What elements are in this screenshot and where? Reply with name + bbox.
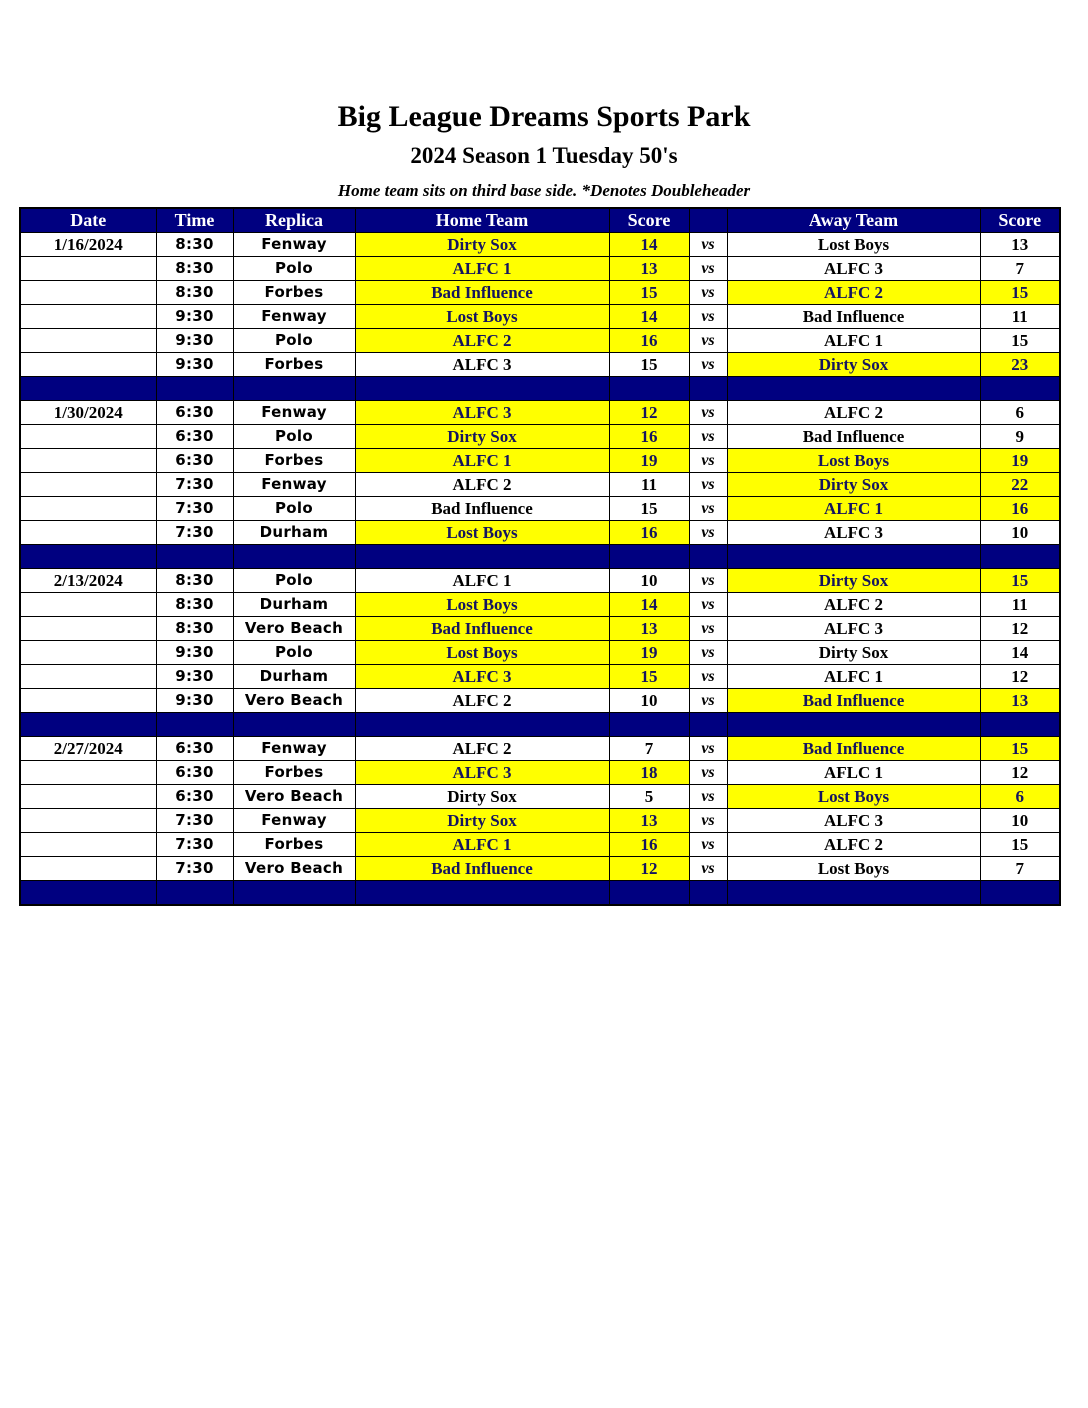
home-score-cell: 15 (609, 665, 689, 689)
table-row (20, 473, 1060, 497)
column-header-replica: Replica (233, 208, 355, 233)
vs-label: vs (689, 593, 727, 617)
table-row (20, 665, 1060, 689)
away-team-cell: Lost Boys (727, 233, 980, 257)
table-row (20, 521, 1060, 545)
table-row (20, 281, 1060, 305)
home-score-cell: 7 (609, 737, 689, 761)
separator-cell (20, 377, 156, 401)
date-cell (20, 473, 156, 497)
time-cell: 9:30 (156, 329, 233, 353)
away-team-cell: AFLC 1 (727, 761, 980, 785)
schedule-table (19, 207, 1061, 906)
date-cell (20, 689, 156, 713)
away-score-cell: 15 (980, 329, 1060, 353)
time-cell: 6:30 (156, 449, 233, 473)
date-cell (20, 521, 156, 545)
home-team-cell: ALFC 2 (355, 737, 609, 761)
vs-label: vs (689, 353, 727, 377)
separator-cell (233, 377, 355, 401)
away-score-cell: 13 (980, 233, 1060, 257)
away-team-cell: ALFC 1 (727, 497, 980, 521)
replica-cell: Forbes (233, 353, 355, 377)
date-cell (20, 665, 156, 689)
table-row (20, 689, 1060, 713)
schedule-note: Home team sits on third base side. *Denotes Doubleheader (337, 181, 751, 200)
vs-label: vs (689, 233, 727, 257)
home-team-cell: Dirty Sox (355, 809, 609, 833)
home-score-cell: 12 (609, 401, 689, 425)
home-score-cell: 14 (609, 233, 689, 257)
away-score-cell: 6 (980, 785, 1060, 809)
vs-label: vs (689, 497, 727, 521)
away-score-cell: 7 (980, 857, 1060, 881)
replica-cell: Fenway (233, 809, 355, 833)
time-cell: 6:30 (156, 737, 233, 761)
away-score-cell: 23 (980, 353, 1060, 377)
column-header-time: Time (156, 208, 233, 233)
separator-cell (689, 713, 727, 737)
time-cell: 9:30 (156, 353, 233, 377)
table-row (20, 233, 1060, 257)
home-team-cell: ALFC 2 (355, 329, 609, 353)
home-score-cell: 15 (609, 497, 689, 521)
vs-label: vs (689, 785, 727, 809)
date-cell: 2/13/2024 (20, 569, 156, 593)
away-team-cell: ALFC 2 (727, 401, 980, 425)
away-score-cell: 7 (980, 257, 1060, 281)
table-row (20, 449, 1060, 473)
table-row (20, 737, 1060, 761)
separator-cell (609, 881, 689, 906)
date-cell (20, 641, 156, 665)
home-score-cell: 15 (609, 281, 689, 305)
separator-cell (980, 881, 1060, 906)
table-row (20, 641, 1060, 665)
away-score-cell: 19 (980, 449, 1060, 473)
home-score-cell: 16 (609, 329, 689, 353)
home-team-cell: Lost Boys (355, 305, 609, 329)
separator-cell (20, 881, 156, 906)
replica-cell: Polo (233, 497, 355, 521)
home-team-cell: ALFC 3 (355, 761, 609, 785)
away-team-cell: Lost Boys (727, 785, 980, 809)
home-score-cell: 13 (609, 257, 689, 281)
time-cell: 7:30 (156, 521, 233, 545)
table-row (20, 401, 1060, 425)
away-team-cell: ALFC 1 (727, 665, 980, 689)
vs-label: vs (689, 857, 727, 881)
replica-cell: Fenway (233, 737, 355, 761)
away-score-cell: 11 (980, 305, 1060, 329)
separator-cell (156, 881, 233, 906)
date-cell (20, 257, 156, 281)
away-score-cell: 10 (980, 809, 1060, 833)
replica-cell: Polo (233, 569, 355, 593)
separator-cell (609, 713, 689, 737)
home-team-cell: ALFC 3 (355, 665, 609, 689)
home-team-cell: Bad Influence (355, 281, 609, 305)
separator-cell (727, 545, 980, 569)
separator-cell (980, 713, 1060, 737)
home-team-cell: ALFC 3 (355, 401, 609, 425)
away-team-cell: Lost Boys (727, 449, 980, 473)
away-score-cell: 14 (980, 641, 1060, 665)
separator-cell (689, 881, 727, 906)
vs-label: vs (689, 569, 727, 593)
vs-label: vs (689, 473, 727, 497)
vs-label: vs (689, 617, 727, 641)
vs-label: vs (689, 329, 727, 353)
vs-label: vs (689, 449, 727, 473)
date-cell (20, 425, 156, 449)
vs-label: vs (689, 665, 727, 689)
home-score-cell: 13 (609, 809, 689, 833)
home-team-cell: Bad Influence (355, 497, 609, 521)
date-cell (20, 593, 156, 617)
replica-cell: Polo (233, 425, 355, 449)
separator-cell (20, 545, 156, 569)
replica-cell: Durham (233, 593, 355, 617)
vs-label: vs (689, 737, 727, 761)
vs-label: vs (689, 521, 727, 545)
away-team-cell: Dirty Sox (727, 569, 980, 593)
date-cell (20, 857, 156, 881)
page-subtitle: 2024 Season 1 Tuesday 50's (410, 143, 678, 168)
time-cell: 9:30 (156, 665, 233, 689)
away-score-cell: 12 (980, 761, 1060, 785)
vs-label: vs (689, 761, 727, 785)
away-score-cell: 12 (980, 617, 1060, 641)
column-header-date: Date (20, 208, 156, 233)
vs-label: vs (689, 281, 727, 305)
date-cell (20, 497, 156, 521)
time-cell: 9:30 (156, 641, 233, 665)
home-team-cell: ALFC 2 (355, 473, 609, 497)
separator-cell (980, 377, 1060, 401)
date-cell: 2/27/2024 (20, 737, 156, 761)
time-cell: 9:30 (156, 689, 233, 713)
week-separator-row (20, 881, 1060, 906)
replica-cell: Vero Beach (233, 857, 355, 881)
separator-cell (727, 713, 980, 737)
home-team-cell: Dirty Sox (355, 425, 609, 449)
separator-cell (727, 881, 980, 906)
separator-cell (20, 713, 156, 737)
table-row (20, 257, 1060, 281)
home-score-cell: 5 (609, 785, 689, 809)
home-score-cell: 14 (609, 593, 689, 617)
time-cell: 7:30 (156, 473, 233, 497)
replica-cell: Vero Beach (233, 785, 355, 809)
time-cell: 7:30 (156, 833, 233, 857)
vs-label: vs (689, 425, 727, 449)
replica-cell: Polo (233, 257, 355, 281)
replica-cell: Forbes (233, 833, 355, 857)
away-team-cell: Dirty Sox (727, 353, 980, 377)
table-row (20, 761, 1060, 785)
table-row (20, 425, 1060, 449)
column-header-home-team: Home Team (355, 208, 609, 233)
away-score-cell: 12 (980, 665, 1060, 689)
away-score-cell: 13 (980, 689, 1060, 713)
home-score-cell: 10 (609, 689, 689, 713)
home-score-cell: 12 (609, 857, 689, 881)
home-team-cell: ALFC 2 (355, 689, 609, 713)
away-team-cell: Lost Boys (727, 857, 980, 881)
replica-cell: Vero Beach (233, 617, 355, 641)
separator-cell (233, 713, 355, 737)
replica-cell: Forbes (233, 761, 355, 785)
table-row (20, 569, 1060, 593)
separator-cell (355, 545, 609, 569)
date-cell (20, 785, 156, 809)
home-score-cell: 19 (609, 449, 689, 473)
replica-cell: Polo (233, 329, 355, 353)
separator-cell (355, 377, 609, 401)
home-team-cell: Lost Boys (355, 593, 609, 617)
replica-cell: Forbes (233, 449, 355, 473)
home-team-cell: ALFC 1 (355, 449, 609, 473)
date-cell (20, 353, 156, 377)
home-score-cell: 18 (609, 761, 689, 785)
separator-cell (609, 545, 689, 569)
date-cell (20, 833, 156, 857)
column-header-away-score: Score (980, 208, 1060, 233)
replica-cell: Durham (233, 521, 355, 545)
separator-cell (689, 377, 727, 401)
date-cell (20, 449, 156, 473)
home-score-cell: 19 (609, 641, 689, 665)
separator-cell (156, 713, 233, 737)
vs-label: vs (689, 257, 727, 281)
time-cell: 8:30 (156, 233, 233, 257)
vs-label: vs (689, 305, 727, 329)
time-cell: 8:30 (156, 281, 233, 305)
replica-cell: Fenway (233, 473, 355, 497)
away-team-cell: ALFC 2 (727, 833, 980, 857)
time-cell: 8:30 (156, 617, 233, 641)
away-score-cell: 11 (980, 593, 1060, 617)
column-header-vs (689, 208, 727, 233)
away-team-cell: Bad Influence (727, 737, 980, 761)
home-score-cell: 11 (609, 473, 689, 497)
time-cell: 7:30 (156, 497, 233, 521)
week-separator-row (20, 545, 1060, 569)
home-score-cell: 13 (609, 617, 689, 641)
time-cell: 6:30 (156, 785, 233, 809)
replica-cell: Forbes (233, 281, 355, 305)
table-row (20, 785, 1060, 809)
away-score-cell: 15 (980, 281, 1060, 305)
time-cell: 8:30 (156, 593, 233, 617)
separator-cell (233, 881, 355, 906)
home-team-cell: Lost Boys (355, 641, 609, 665)
column-header-away-team: Away Team (727, 208, 980, 233)
date-cell (20, 281, 156, 305)
home-score-cell: 14 (609, 305, 689, 329)
home-score-cell: 16 (609, 521, 689, 545)
home-team-cell: ALFC 3 (355, 353, 609, 377)
vs-label: vs (689, 641, 727, 665)
date-cell: 1/16/2024 (20, 233, 156, 257)
time-cell: 8:30 (156, 257, 233, 281)
vs-label: vs (689, 689, 727, 713)
away-team-cell: Bad Influence (727, 689, 980, 713)
date-cell (20, 329, 156, 353)
separator-cell (609, 377, 689, 401)
home-score-cell: 16 (609, 425, 689, 449)
home-team-cell: Lost Boys (355, 521, 609, 545)
away-team-cell: ALFC 1 (727, 329, 980, 353)
time-cell: 7:30 (156, 857, 233, 881)
away-score-cell: 15 (980, 569, 1060, 593)
home-score-cell: 16 (609, 833, 689, 857)
time-cell: 8:30 (156, 569, 233, 593)
away-score-cell: 15 (980, 833, 1060, 857)
away-score-cell: 9 (980, 425, 1060, 449)
away-team-cell: Bad Influence (727, 305, 980, 329)
separator-cell (156, 377, 233, 401)
time-cell: 6:30 (156, 401, 233, 425)
away-team-cell: ALFC 2 (727, 281, 980, 305)
home-team-cell: ALFC 1 (355, 569, 609, 593)
table-row (20, 329, 1060, 353)
table-row (20, 857, 1060, 881)
table-row (20, 593, 1060, 617)
date-cell (20, 761, 156, 785)
time-cell: 6:30 (156, 761, 233, 785)
time-cell: 9:30 (156, 305, 233, 329)
week-separator-row (20, 713, 1060, 737)
separator-cell (355, 881, 609, 906)
home-score-cell: 15 (609, 353, 689, 377)
separator-cell (233, 545, 355, 569)
replica-cell: Fenway (233, 401, 355, 425)
away-team-cell: ALFC 2 (727, 593, 980, 617)
time-cell: 7:30 (156, 809, 233, 833)
away-score-cell: 10 (980, 521, 1060, 545)
home-team-cell: Bad Influence (355, 857, 609, 881)
home-team-cell: Dirty Sox (355, 785, 609, 809)
away-team-cell: Dirty Sox (727, 641, 980, 665)
replica-cell: Fenway (233, 305, 355, 329)
separator-cell (355, 713, 609, 737)
table-row (20, 497, 1060, 521)
home-team-cell: Bad Influence (355, 617, 609, 641)
week-separator-row (20, 377, 1060, 401)
vs-label: vs (689, 401, 727, 425)
home-score-cell: 10 (609, 569, 689, 593)
separator-cell (727, 377, 980, 401)
separator-cell (689, 545, 727, 569)
replica-cell: Polo (233, 641, 355, 665)
away-score-cell: 6 (980, 401, 1060, 425)
replica-cell: Fenway (233, 233, 355, 257)
date-cell (20, 809, 156, 833)
date-cell (20, 617, 156, 641)
table-row (20, 809, 1060, 833)
away-team-cell: Dirty Sox (727, 473, 980, 497)
away-team-cell: ALFC 3 (727, 617, 980, 641)
separator-cell (980, 545, 1060, 569)
table-header-row (20, 208, 1060, 233)
vs-label: vs (689, 809, 727, 833)
away-score-cell: 16 (980, 497, 1060, 521)
away-score-cell: 15 (980, 737, 1060, 761)
home-team-cell: ALFC 1 (355, 833, 609, 857)
date-cell (20, 305, 156, 329)
table-row (20, 617, 1060, 641)
date-cell: 1/30/2024 (20, 401, 156, 425)
table-row (20, 305, 1060, 329)
home-team-cell: ALFC 1 (355, 257, 609, 281)
replica-cell: Durham (233, 665, 355, 689)
column-header-home-score: Score (609, 208, 689, 233)
table-row (20, 833, 1060, 857)
away-team-cell: ALFC 3 (727, 257, 980, 281)
separator-cell (156, 545, 233, 569)
replica-cell: Vero Beach (233, 689, 355, 713)
away-team-cell: ALFC 3 (727, 809, 980, 833)
away-score-cell: 22 (980, 473, 1060, 497)
home-team-cell: Dirty Sox (355, 233, 609, 257)
time-cell: 6:30 (156, 425, 233, 449)
vs-label: vs (689, 833, 727, 857)
away-team-cell: ALFC 3 (727, 521, 980, 545)
away-team-cell: Bad Influence (727, 425, 980, 449)
table-row (20, 353, 1060, 377)
page-title: Big League Dreams Sports Park (337, 100, 751, 133)
